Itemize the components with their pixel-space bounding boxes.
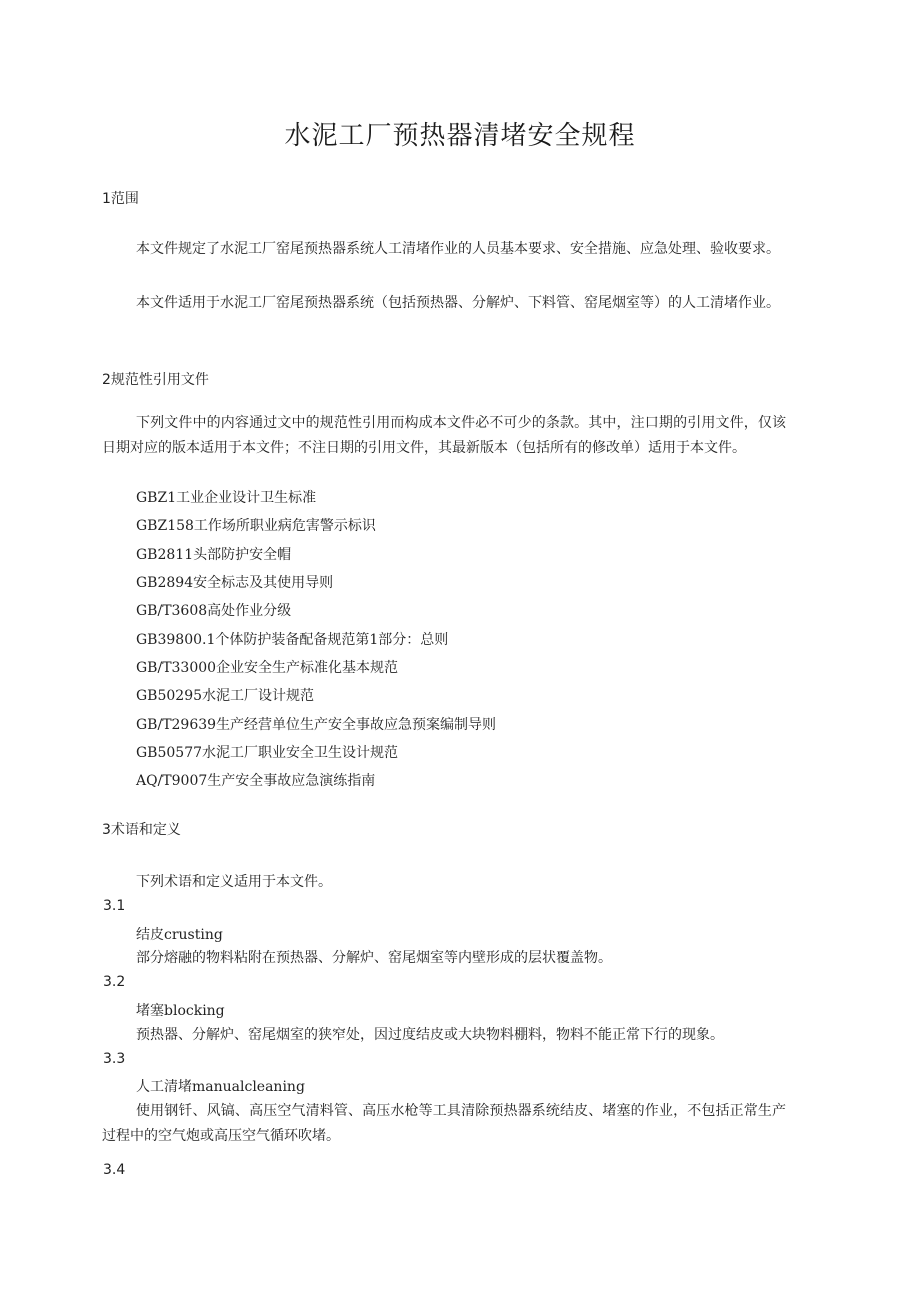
reference-item: GBZ1工业企业设计卫生标准 [136,490,317,506]
reference-item: GB2811头部防护安全帽 [136,547,292,563]
term-definition: 部分熔融的物料粘附在预热器、分解炉、窑尾烟室等内壁形成的层状覆盖物。 [136,950,612,966]
reference-item: GB/T33000企业安全生产标准化基本规范 [136,660,399,676]
section-3-heading: 3术语和定义 [102,822,181,838]
section-1-heading: 1范围 [102,191,139,207]
term-number: 3.2 [103,974,126,990]
reference-item: GB2894安全标志及其使用导则 [136,575,334,591]
term-name: 人工清堵manualcleaning [136,1079,305,1095]
reference-item: GB/T3608高处作业分级 [136,603,292,619]
term-number: 3.4 [103,1162,126,1178]
term-name: 堵塞blocking [136,1003,225,1019]
document-title: 水泥工厂预热器清堵安全规程 [284,121,636,151]
reference-item: GBZ158工作场所职业病危害警示标识 [136,518,376,534]
reference-item: GB/T29639生产经营单位生产安全事故应急预案编制导则 [136,717,497,733]
term-number: 3.3 [103,1051,126,1067]
reference-item: AQ/T9007生产安全事故应急演练指南 [136,773,376,789]
section-2-intro: 下列文件中的内容通过文中的规范性引用而构成本文件必不可少的条款。其中，注口期的引用文件，仅该日期对应的版本适用于本文件；不注日期的引用文件，其最新版本（包括所有的修改单）适用于本文件。 [102,415,786,456]
section-1-paragraph: 本文件适用于水泥工厂窑尾预热器系统（包括预热器、分解炉、下料管、窑尾烟室等）的人工清堵作业。 [136,295,780,311]
reference-item: GB50577水泥工厂职业安全卫生设计规范 [136,745,399,761]
reference-item: GB39800.1个体防护装备配备规范第1部分：总则 [136,632,449,648]
section-3-intro: 下列术语和定义适用于本文件。 [136,874,332,890]
term-definition: 使用钢钎、风镐、高压空气清料管、高压水枪等工具清除预热器系统结皮、堵塞的作业，不包括正常生产过程中的空气炮或高压空气循环吹堵。 [102,1103,786,1144]
section-1-paragraph: 本文件规定了水泥工厂窑尾预热器系统人工清堵作业的人员基本要求、安全措施、应急处理、验收要求。 [136,241,780,257]
term-name: 结皮crusting [136,927,223,943]
term-definition: 预热器、分解炉、窑尾烟室的狭窄处，因过度结皮或大块物料棚料，物料不能正常下行的现象。 [136,1027,724,1043]
section-2-heading: 2规范性引用文件 [102,372,209,388]
term-number: 3.1 [103,898,126,914]
reference-item: GB50295水泥工厂设计规范 [136,688,315,704]
